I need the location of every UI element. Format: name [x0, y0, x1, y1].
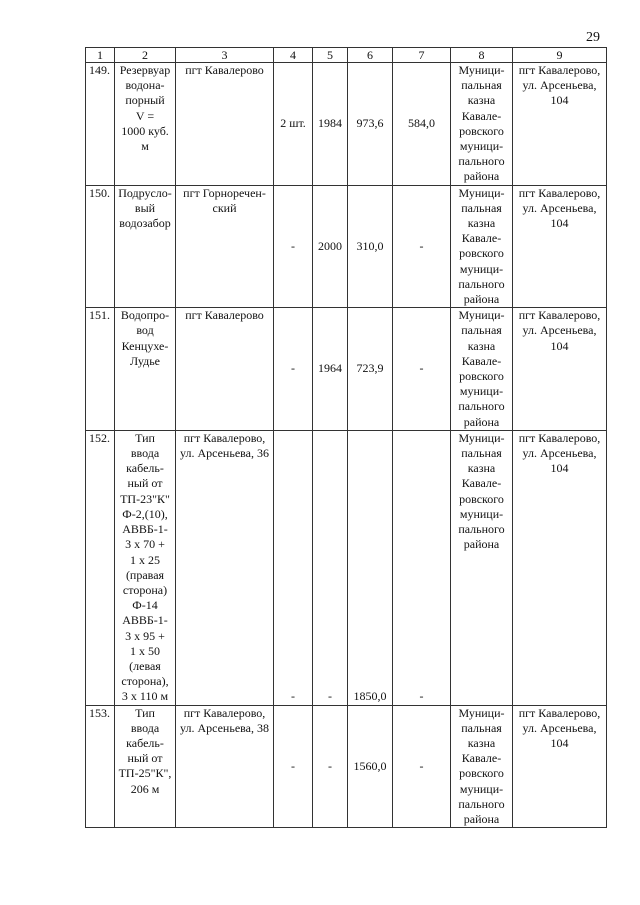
object-location: пгт Кавалерово, ул. Арсеньева, 36	[176, 430, 274, 705]
object-name: Водопро- вод Кенцухе- Лудье	[115, 308, 176, 431]
residual-value: -	[393, 705, 451, 828]
table-row	[86, 430, 607, 705]
property-register-table	[85, 47, 607, 828]
column-header: 2	[115, 48, 176, 63]
owner: Муници- пальная казна Кавале- ровского муници- пального района	[451, 185, 513, 308]
object-quantity: -	[274, 185, 313, 308]
owner: Муници- пальная казна Кавале- ровского муници- пального района	[451, 308, 513, 431]
column-header: 3	[176, 48, 274, 63]
owner: Муници- пальная казна Кавале- ровского муници- пального района	[451, 705, 513, 828]
row-number: 152.	[86, 430, 115, 705]
table-row	[86, 185, 607, 308]
row-number: 150.	[86, 185, 115, 308]
book-value: 310,0	[348, 185, 393, 308]
commission-year: -	[313, 430, 348, 705]
object-name: Подрусло- вый водозабор	[115, 185, 176, 308]
object-quantity: -	[274, 705, 313, 828]
column-header: 5	[313, 48, 348, 63]
commission-year: 2000	[313, 185, 348, 308]
book-value: 973,6	[348, 63, 393, 186]
table-row	[86, 63, 607, 186]
owner: Муници- пальная казна Кавале- ровского муници- пального района	[451, 63, 513, 186]
table-row	[86, 308, 607, 431]
row-number: 151.	[86, 308, 115, 431]
column-header: 7	[393, 48, 451, 63]
object-name: Тип ввода кабель- ный от ТП-25"К", 206 м	[115, 705, 176, 828]
residual-value: -	[393, 308, 451, 431]
column-header: 8	[451, 48, 513, 63]
commission-year: 1984	[313, 63, 348, 186]
book-value: 1560,0	[348, 705, 393, 828]
object-quantity: -	[274, 308, 313, 431]
column-header: 9	[513, 48, 607, 63]
object-location: пгт Горноречен- ский	[176, 185, 274, 308]
owner-address: пгт Кавалерово, ул. Арсеньева, 104	[513, 308, 607, 431]
owner: Муници- пальная казна Кавале- ровского муници- пального района	[451, 430, 513, 705]
book-value: 723,9	[348, 308, 393, 431]
object-location: пгт Кавалерово, ул. Арсеньева, 38	[176, 705, 274, 828]
row-number: 153.	[86, 705, 115, 828]
object-location: пгт Кавалерово	[176, 63, 274, 186]
residual-value: 584,0	[393, 63, 451, 186]
object-name: Тип ввода кабель- ный от ТП-23"К" Ф-2,(10), АВВБ-1- 3 х 70 + 1 х 25 (правая сторона) Ф-14 АВВБ-1- 3 х 95 + 1 х 50 (левая сторона), 3 х 110 м	[115, 430, 176, 705]
book-value: 1850,0	[348, 430, 393, 705]
owner-address: пгт Кавалерово, ул. Арсеньева, 104	[513, 63, 607, 186]
column-header: 1	[86, 48, 115, 63]
object-quantity: -	[274, 430, 313, 705]
object-location: пгт Кавалерово	[176, 308, 274, 431]
table-row	[86, 705, 607, 828]
owner-address: пгт Кавалерово, ул. Арсеньева, 104	[513, 430, 607, 705]
row-number: 149.	[86, 63, 115, 186]
owner-address: пгт Кавалерово, ул. Арсеньева, 104	[513, 185, 607, 308]
page-number: 29	[586, 30, 600, 45]
object-name: Резервуар водона- порный V = 1000 куб. м	[115, 63, 176, 186]
commission-year: 1964	[313, 308, 348, 431]
column-number-header-row	[86, 48, 607, 63]
commission-year: -	[313, 705, 348, 828]
owner-address: пгт Кавалерово, ул. Арсеньева, 104	[513, 705, 607, 828]
column-header: 6	[348, 48, 393, 63]
residual-value: -	[393, 430, 451, 705]
column-header: 4	[274, 48, 313, 63]
residual-value: -	[393, 185, 451, 308]
object-quantity: 2 шт.	[274, 63, 313, 186]
